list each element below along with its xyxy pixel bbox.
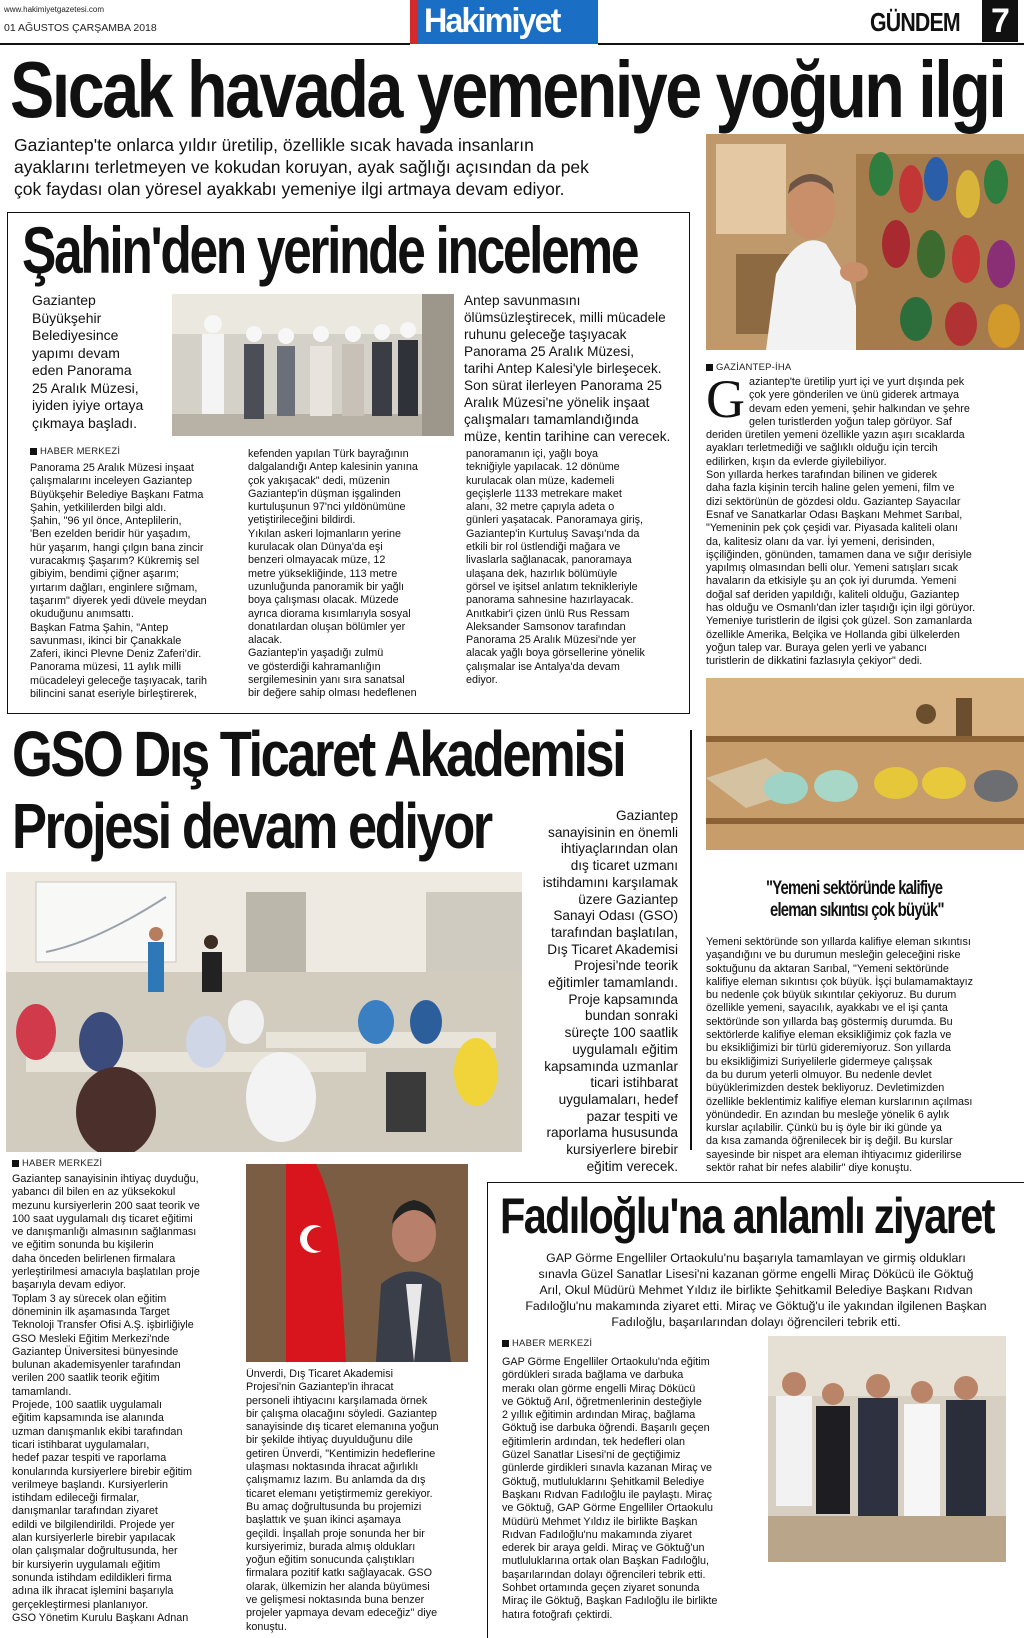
story3-col2: Ünverdi, Dış Ticaret Akademisi Projesi'nin Gaziantep'in ihracat personeli ihtiyacını karşılamada örnek bir çalışma olacağını söyledi. Gaziantep sanayisinde dış ticaret elemanına yoğun bir şekilde ihtiyaç duyulduğunu dile getiren Ünverdi, "Kentimizin hedeflerine ulaşması noktasında ihracat ağırlıklı çalışmamız lazım. Bu anlamda da dış ticaret elemanı yetiştirmemiz gerekiyor. Bu amaç doğrultusunda bu projemizi başlattık ve şuan ikinci aşamaya geçildi. İnşallah proje sonunda her bir kursiyerimiz, burada almış oldukları yoğun eğitim sonucunda çalıştıkları firmalara pozitif katkı sağlayacak. GSO olarak, ülkemizin her alanda büyümesi ve gelişmesi noktasında buna benzer projeler yapmaya devam edeceğiz" diye konuştu. [246,1368,439,1633]
story3-col1: Gaziantep sanayisinin ihtiyaç duyduğu, yabancı dil bilen en az yüksekokul mezunu kursiyerlerin 200 saat teorik ve 100 saat uygulamalı dış ticaret eğitimi ve danışmanlığı almasının sağlanması ve eğitim sonunda bu kişilerin daha önceden belirlenen firmalara yerleştirilmesi amacıyla başlatılan proje başarıyla devam ediyor. Toplam 3 ay sürecek olan eğitim döneminin ilk aşamasında Target Teknoloji Transfer Ofisi A.Ş. işbirliğiyle GSO Mesleki Eğitim Merkezi'nde Gaziantep Üniversitesi bünyesinde bulunan akademisyenler tarafından verilen 200 saatlik teorik eğitim tamamlandı. Projede, 100 saatlik uygulamalı eğitim kapsamında ise alanında uzman danışmanlık ekibi tarafından ticari istihbarat uygulamaları, hedef pazar tespiti ve raporlama konularında kursiyerlere birebir eğitim verilmeye başlandı. Kursiyerlerin istihdam edileceği firmalar, danışmanlar tarafından ziyaret edildi ve bilgilendirildi. Projede yer alan kursiyerlerle birebir yapılacak olan çalışmalar doğrultusunda, her bir kursiyerin uygulamalı eğitim sonunda istihdam edildikleri firma adına ilk ihracat işlemini başarıyla gerçekleştirmesi planlanıyor. GSO Yönetim Kurulu Başkanı Adnan [12,1173,200,1624]
story4-body: GAP Görme Engelliler Ortaokulu'nda eğitim gördükleri sırada bağlama ve darbuka merakı olan görme engelli Miraç Dökücü ve Göktuğ Arıl, öğretmenlerinin desteğiyle 2 yıllık eğitimin ardından Miraç, bağlama Göktuğ ise darbuka öğrendi. Başarılı geçen eğitimlerin ardından, tek hedefleri olan Güzel Sanatlar Lisesi'ni de geçtiğimiz günlerde girdikleri sınavla kazanan Miraç ve Göktuğ, mutluluklarını Şehitkamil Belediye Başkanı Rıdvan Fadıloğlu ile paylaştı. Miraç ve Göktuğ, GAP Görme Engelliler Ortaokulu Müdürü Mehmet Yıldız ile birlikte Başkan Rıdvan Fadıloğlu'nu makamında ziyaret ederek bir araya geldi. Miraç ve Göktuğ'un mutluluklarına ortak olan Başkan Fadıloğlu, başarılarından dolayı öğrencileri tebrik etti. Sohbet ortamında geçen ziyaret sonunda Miraç ile Göktuğ, Başkan Fadıloğlu ile birlikte hatıra fotoğrafı çektirdi. [502,1356,718,1621]
photo-yemeni-seller [706,134,1024,350]
page-number: 7 [991,2,1009,40]
issue-date: 01 AĞUSTOS ÇARŞAMBA 2018 [4,22,157,34]
logo-red-band [410,0,418,44]
story4-headline: Fadıloğlu'na anlamlı ziyaret [500,1188,994,1244]
story1-dropcap: G [706,369,745,429]
story3-lead: Gaziantep sanayisinin en önemli ihtiyaçlarından olan dış ticaret uzmanı istihdamını karşılamak üzere Gaziantep Sanayi Odası (GSO) tarafından başlatılan, Dış Ticaret Akademisi Projesi'nde teorik eğitimler tamamlandı. Proje kapsamında bundan sonraki süreçte 100 saatlik uygulamalı eğitim kapsamında uzmanlar ticari istihbarat uygulamaları, hedef pazar tespiti ve raporlama hususunda kursiyerlere birebir eğitim verecek. [542,808,678,1174]
story2-lead-right: Antep savunmasını ölümsüzleştirecek, milli mücadele ruhunu geleceğe taşıyacak Panorama 25 Aralık Müzesi, tarihi Antep Kalesi'yle birleşecek. Son sürat ilerleyen Panorama 25 Aralık Müzesi'ne yönelik inşaat çalışmaları tamamlandığında müze, kentin tarihine can verecek. [464,293,671,444]
story3-headline-line2: Projesi devam ediyor [12,790,491,862]
photo-fadiloglu-visit [768,1336,1006,1562]
photo-yemeni-shelf [706,678,1024,850]
story2-col1: Panorama 25 Aralık Müzesi inşaat çalışmalarını inceleyen Gaziantep Büyükşehir Belediye Başkanı Fatma Şahin, yetkililerden bilgi aldı. Şahin, "96 yıl önce, Anteplilerin, 'Ben ezelden beridir hür yaşadım, hür yaşarım, hangi çılgın bana zincir vuracakmış Şaşarım? Kükremiş sel gibiyim, bendimi çiğner aşarım; yırtarım dağları, enginlere sığmam, taşarım" diyerek yedi düvele meydan okuduğunu anımsattı. Başkan Fatma Şahin, "Antep savunması, ikinci bir Çanakkale Zaferi, ikinci Plevne Deniz Zaferi'dir. Panorama müzesi, 11 aylık milli mücadeleyi geleceğe taşıyacak, tarih bilincini sanat eseriyle birleştirerek, [30,462,208,701]
story3-headline-line1: GSO Dış Ticaret Akademisi [12,718,625,790]
photo-classroom [6,872,522,1152]
story1-subhead-line2: eleman sıkıntısı çok büyük" [770,900,944,921]
masthead [0,0,1024,46]
story1-body [706,369,1020,669]
story1-byline: GAZİANTEP-İHA [706,362,791,373]
story2-col3: panoramanın içi, yağlı boya tekniğiyle yapılacak. 12 dönüme kurulacak olan müze, kademeli geçişlerle 1133 metrekare maket alanı, 32 metre çapıyla adeta o günleri yaşatacak. Panoramaya giriş, Gaziantep'in Kurtuluş Savaşı'nda da etkili bir rol üstlendiği mağara ve livaslarla sağlanacak, panoramaya ulaşana dek, hazırlık bölümüyle görsel ve işitsel anlatım teknikleriyle panorama sahnesine hazırlayacak. Anıtkabir'i çizen ünlü Rus Ressam Aleksander Samsonov tarafından Panorama 25 Aralık Müzesi'nde yer alacak yağlı boya görsellerine yönelik çalışmalar ise Antalya'da devam ediyor. [466,448,645,687]
story1-body-first: aziantep'te üretilip yurt içi ve yurt dışında pek çok yere gönderilen ve ünü giderek artmaya devam eden yemeni, şehir halkından ve şehre gelen turistlerden yoğun talep görüyor. Saf [749,376,970,428]
section-name: GÜNDEM [870,7,960,37]
story2-col2: kefenden yapılan Türk bayrağının dalgalandığı Antep kalesinin yanına çok yakışacak" dedi, müzenin Gaziantep'in düşman işgalinden kurtuluşunun 97'nci yıldönümüne yetiştirileceğini bildirdi. Yıkılan askeri lojmanların yerine kurulacak olan Dünya'da eşi benzeri olmayacak müze, 12 metre yüksekliğinde, 113 metre uzunluğunda panoramik bir yağlı boya çalışması olacak. Müzede ayrıca diorama kısımlarıyla sosyal donatılardan oluşan bölümler yer alacak. Gaziantep'in yaşadığı zulmü ve gösterdiği kahramanlığın sergilemesinin yanı sıra sanatsal bir değere sahip olması hedeflenen [248,448,418,700]
story3-divider [690,730,692,1150]
story2-headline: Şahin'den yerinde inceleme [22,213,638,287]
story1-body-rest: deriden üretilen yemeni özellikle yazın aşırı sıcaklarda ayakları terletmediği ve sağlıklı olduğu için tercih edilirken, kışın da evlerde giyilebiliyor. Son yıllarda herkes tarafından bilinen ve giderek daha fazla kişinin tercih haline gelen yemeni, film ve dizi sektörünün de gözdesi oldu. Gaziantep Sayacılar Esnaf ve Sanatkarlar Odası Başkanı Mehmet Sarıbal, "Yemeninin pek çok çeşidi var. Piyasada kaliteli olanı da, kalitesiz olanı da var. İyi yemeni, derisinden, işçiliğinden, gönünden, tamamen dana ve sığır derisiyle yapılmış olmasından belli olur. Yemeni satışları sıcak havaların da etkisiyle şu an çok iyi durumda. Yemeni doğal saf deriden yapıldığı, kaliteli olduğu, Gaziantep has olduğu ve Osmanlı'dan izler taşıdığı için ilgi görüyor. Yemeniye turistlerin de ilgisi çok güzel. Son zamanlarda özellikle Amerika, Belçika ve Hollanda gibi ülkelerden yoğun talep var. Buraya gelen yerli ve yabancı turistlerin de dikkatini fazlasıyla çekiyor" dedi. [706,429,976,668]
photo-adnan-unverdi [246,1164,468,1362]
page-number-box [982,0,1018,42]
photo-museum-inspection [172,294,454,436]
logo-wordmark: Hakimiyet [424,2,560,40]
website-url[interactable]: www.hakimiyetgazetesi.com [4,5,105,14]
story4-lead: GAP Görme Engelliler Ortaokulu'nu başarıyla tamamlayan ve girmiş oldukları sınavla Güzel Sanatlar Lisesi'ni kazanan görme engelli Miraç Dökücü ile Göktuğ Arıl, Okul Müdürü Mehmet Yıldız ile birlikte Şehitkamil Belediye Başkanı Rıdvan Fadıloğlu'nu makamında ziyaret etti. Miraç ve Göktuğ'u ile yakından ilgilenen Başkan Fadıloğlu, başarılarından dolayı öğrencileri tebrik etti. [525,1251,987,1329]
story4-byline: HABER MERKEZİ [502,1338,592,1349]
story2-lead-left: Gaziantep Büyükşehir Belediyesince yapımı devam eden Panorama 25 Aralık Müzesi, iyiden iyiye ortaya çıkmaya başladı. [32,292,144,431]
story1-subhead-line1: "Yemeni sektöründe kalifiye [766,878,943,899]
story3-byline: HABER MERKEZİ [12,1158,102,1169]
story1-body2: Yemeni sektöründe son yıllarda kalifiye eleman sıkıntısı yaşandığını ve bu durumun mesleğin geleceğini riske soktuğunu da aktaran Sarıbal, "Yemeni sektöründe kalifiye eleman sıkıntısı çok büyük. İşçi bulamamaktayız bu nedenle çok büyük sıkıntılar çekiyoruz. Bu durum özellikle yemeni, sayacılık, ayakkabı ve el işi çanta sektöründe son yıllarda baş göstermiş durumda. Bu sektörlerde kalifiye eleman eksikliğimiz çok fazla ve bu eksikliğimizi bir türlü gideremiyoruz. Son yıllarda bu eksikliğimizi Suriyelilerle gidermeye çalışsak da bu durum yeterli olmuyor. Bu nedenle devlet büyüklerimizden destek bekliyoruz. Devletimizden özellikle beklentimiz kalifiye eleman kurslarının açılması yönündedir. En azından bu mesleğe yönelik 6 aylık kurslar açılabilir. Çünkü bu iş öyle bir iki günde ya da kısa zamanda öğrenilecek bir iş değil. Bu kurslar sayesinde bir nispet ara eleman ihtiyacımız giderilirse sektör rahat bir nefes alabilir" diye konuştu. [706,936,974,1175]
newspaper-logo [410,0,598,44]
story2-byline: HABER MERKEZİ [30,446,120,457]
story1-lead: Gaziantep'te onlarca yıldır üretilip, özellikle sıcak havada insanların ayaklarını terletmeyen ve kokudan koruyan, ayak sağlığı açısından da pek çok faydası olan yöresel ayakkabı yemeniye ilgi artmaya devam ediyor. [14,135,589,199]
story1-headline: Sıcak havada yemeniye yoğun ilgi [10,45,1005,134]
